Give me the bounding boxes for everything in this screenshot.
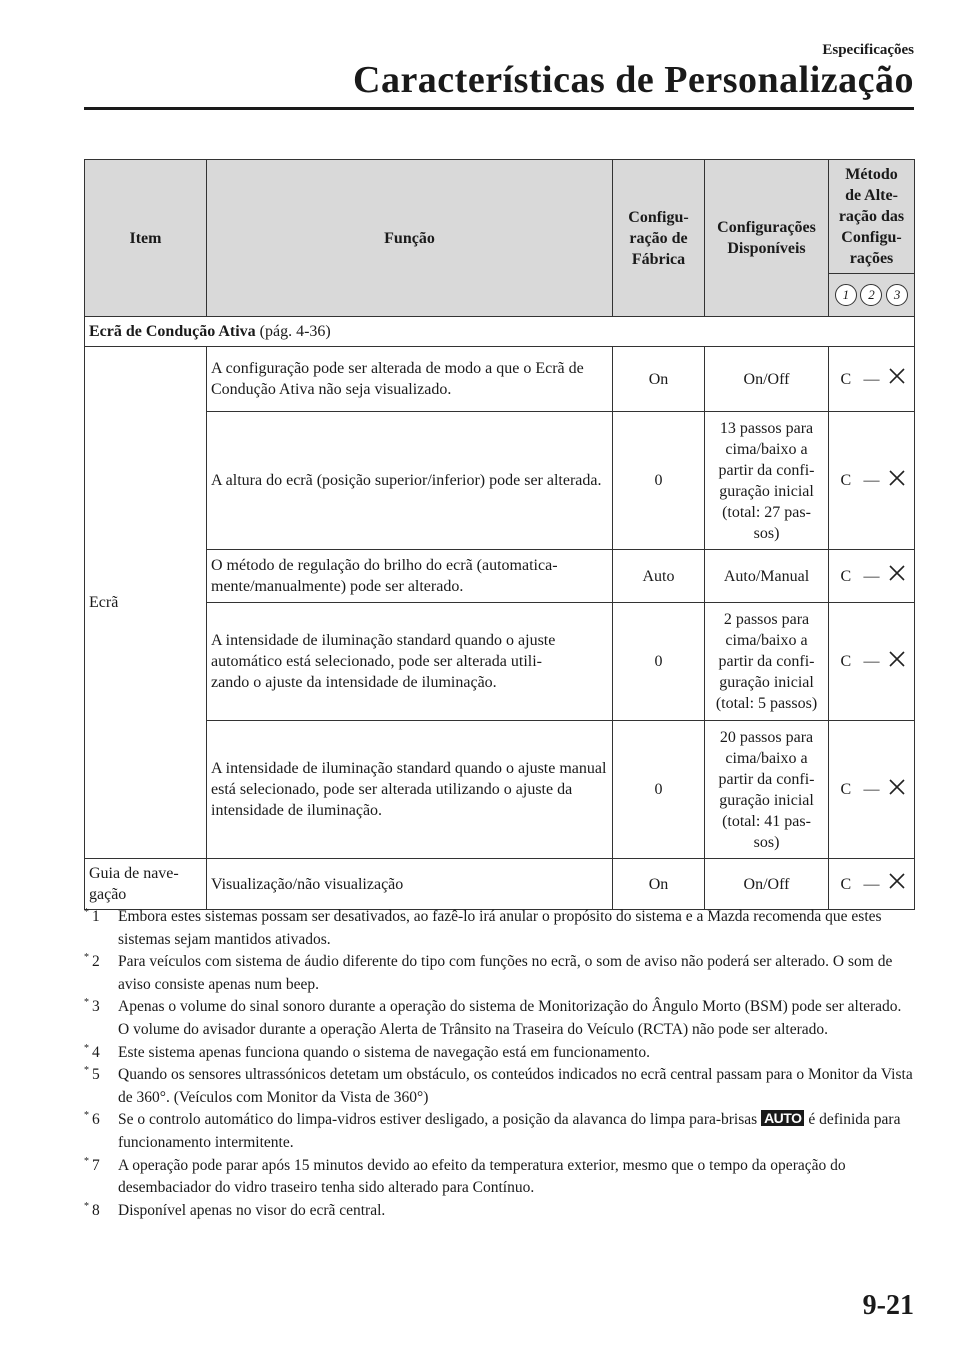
item-cell: Ecrã bbox=[85, 347, 207, 859]
footnote bbox=[84, 1200, 914, 1223]
footnote-marker: * bbox=[84, 1065, 89, 1077]
table-row bbox=[85, 347, 915, 412]
method-mark-1: C bbox=[840, 370, 852, 388]
footnote-text: Para veículos com sistema de áudio diferente do tipo com funções no ecrã, o som de aviso não poderá ser alterado. O som de aviso consiste apenas num beep. bbox=[118, 953, 893, 993]
table-row bbox=[85, 603, 915, 721]
fabrica-cell: On bbox=[613, 347, 705, 412]
table-row bbox=[85, 721, 915, 859]
disponiveis-cell: On/Off bbox=[705, 347, 829, 412]
footnote-marker: * bbox=[84, 907, 89, 918]
fabrica-cell: Auto bbox=[613, 550, 705, 603]
fabrica-cell: 0 bbox=[613, 721, 705, 859]
method-mark-2: — bbox=[863, 653, 880, 670]
footnote-number: 6 bbox=[92, 1111, 100, 1129]
footnote bbox=[84, 1109, 914, 1154]
circled-3-icon: 3 bbox=[886, 284, 908, 306]
footnote-number: 7 bbox=[92, 1156, 100, 1174]
footnote-text bbox=[118, 1109, 914, 1154]
footnote-text: Disponível apenas no visor do ecrã central. bbox=[118, 1201, 386, 1219]
x-mark-icon bbox=[886, 778, 908, 802]
footnote-marker: * bbox=[84, 1155, 89, 1167]
header-item: Item bbox=[85, 160, 207, 317]
disponiveis-cell: 20 passos para cima/baixo a partir da confi- guração inicial (total: 41 pas- sos) bbox=[705, 721, 829, 859]
footnote-number: 3 bbox=[92, 998, 100, 1016]
funcao-cell: A intensidade de iluminação standard quando o ajuste manual está selecionado, pode ser alterada utilizando o ajuste da intensidade de iluminação. bbox=[207, 721, 613, 859]
circled-1-icon: 1 bbox=[835, 284, 857, 306]
method-mark-2: — bbox=[863, 875, 880, 893]
page-number: 9-21 bbox=[862, 1290, 914, 1321]
item-cell: Guia de nave- gação bbox=[85, 859, 207, 910]
footnote-text: Embora estes sistemas possam ser desativados, ao fazê-lo irá anular o propósito do sistema e a Mazda recomenda que estes sistemas sejam mantidos ativados. bbox=[118, 908, 882, 948]
fabrica-cell: On bbox=[613, 859, 705, 910]
section-title: Ecrã de Condução Ativa bbox=[89, 323, 256, 340]
header-disponiveis: Configurações Disponíveis bbox=[705, 160, 829, 317]
header-fabrica: Configu- ração de Fábrica bbox=[613, 160, 705, 317]
header-metodo: Método de Alte- ração das Configu- rações bbox=[829, 160, 915, 274]
auto-wiper-icon: AUTO bbox=[761, 1110, 804, 1126]
footnote-text: Quando os sensores ultrassónicos detetam um obstáculo, os conteúdos indicados no ecrã central passam para o Monitor da Vista de 360°. (Veículos com Monitor da Vista de 360°) bbox=[118, 1066, 913, 1106]
page-title: Características de Personalização bbox=[353, 59, 914, 101]
x-mark-icon bbox=[886, 650, 908, 674]
method-cell bbox=[829, 347, 915, 412]
method-cell bbox=[829, 721, 915, 859]
footnote bbox=[84, 1064, 914, 1109]
fabrica-cell: 0 bbox=[613, 603, 705, 721]
footnotes bbox=[84, 906, 914, 1222]
footnote-number: 2 bbox=[92, 953, 100, 971]
footnote-number: 1 bbox=[92, 908, 100, 925]
footnote bbox=[84, 1155, 914, 1200]
footnote-marker: * bbox=[84, 1200, 89, 1212]
footnote-marker: * bbox=[84, 1110, 89, 1122]
fabrica-cell: 0 bbox=[613, 412, 705, 550]
method-mark-1: C bbox=[840, 653, 852, 670]
method-mark-1: C bbox=[840, 567, 852, 585]
method-mark-1: C bbox=[840, 875, 852, 893]
funcao-cell: A altura do ecrã (posição superior/inferior) pode ser alterada. bbox=[207, 412, 613, 550]
footnote-number: 5 bbox=[92, 1066, 100, 1084]
method-mark-1: C bbox=[840, 781, 852, 798]
footnote-marker: * bbox=[84, 1042, 89, 1054]
footnote-marker: * bbox=[84, 997, 89, 1009]
footnote-text: Apenas o volume do sinal sonoro durante a operação do sistema de Monitorização do Ângulo Morto (BSM) pode ser alterado. O volume do avisador durante a operação Alerta de Trânsito na Traseira do Veículo (RCTA) não pode ser alterado. bbox=[118, 998, 902, 1038]
disponiveis-cell: Auto/Manual bbox=[705, 550, 829, 603]
x-mark-icon bbox=[886, 872, 908, 896]
footnote-marker: * bbox=[84, 952, 89, 964]
header-rule bbox=[84, 107, 914, 110]
footnote bbox=[84, 906, 914, 951]
header-method-marks bbox=[829, 274, 915, 317]
section-ref: (pág. 4-36) bbox=[255, 323, 331, 340]
section-label: Especificações bbox=[822, 42, 914, 58]
funcao-cell: Visualização/não visualização bbox=[207, 859, 613, 910]
x-mark-icon bbox=[886, 367, 908, 391]
method-mark-2: — bbox=[863, 472, 880, 489]
footnote bbox=[84, 1042, 914, 1065]
method-cell bbox=[829, 859, 915, 910]
table-row bbox=[85, 859, 915, 910]
disponiveis-cell: 13 passos para cima/baixo a partir da confi- guração inicial (total: 27 pas- sos) bbox=[705, 412, 829, 550]
funcao-cell: O método de regulação do brilho do ecrã (automatica- mente/manualmente) pode ser alterado. bbox=[207, 550, 613, 603]
method-mark-1: C bbox=[840, 472, 852, 489]
method-mark-2: — bbox=[863, 567, 880, 585]
x-mark-icon bbox=[886, 469, 908, 493]
funcao-cell: A configuração pode ser alterada de modo a que o Ecrã de Condução Ativa não seja visualizado. bbox=[207, 347, 613, 412]
footnote bbox=[84, 951, 914, 996]
method-mark-2: — bbox=[863, 370, 880, 388]
method-mark-2: — bbox=[863, 781, 880, 798]
x-mark-icon bbox=[886, 564, 908, 588]
footnote bbox=[84, 996, 914, 1041]
footnote-text: A operação pode parar após 15 minutos devido ao efeito da temperatura exterior, mesmo que o tempo da operação do desembaciador do vidro traseiro tenha sido alterado para Contínuo. bbox=[118, 1156, 846, 1197]
disponiveis-cell: 2 passos para cima/baixo a partir da confi- guração inicial (total: 5 passos) bbox=[705, 603, 829, 721]
footnote-number: 8 bbox=[92, 1201, 100, 1219]
footnote-text: Este sistema apenas funciona quando o sistema de navegação está em funcionamento. bbox=[118, 1043, 650, 1061]
customization-table bbox=[84, 159, 915, 910]
funcao-cell: A intensidade de iluminação standard quando o ajuste automático está selecionado, pode ser alterada utili- zando o ajuste da intensidade de iluminação. bbox=[207, 603, 613, 721]
footnote-number: 4 bbox=[92, 1043, 100, 1061]
header-funcao: Função bbox=[207, 160, 613, 317]
footnote-text-part: é definida para funcionamento intermitente. bbox=[118, 1111, 901, 1151]
method-cell bbox=[829, 550, 915, 603]
method-cell bbox=[829, 412, 915, 550]
table-row bbox=[85, 550, 915, 603]
footnote-text-part: Se o controlo automático do limpa-vidros estiver desligado, a posição da alavanca do limpa para-brisas bbox=[118, 1111, 762, 1129]
section-row bbox=[85, 317, 915, 347]
method-cell bbox=[829, 603, 915, 721]
table-row bbox=[85, 412, 915, 550]
disponiveis-cell: On/Off bbox=[705, 859, 829, 910]
circled-2-icon: 2 bbox=[860, 284, 882, 306]
